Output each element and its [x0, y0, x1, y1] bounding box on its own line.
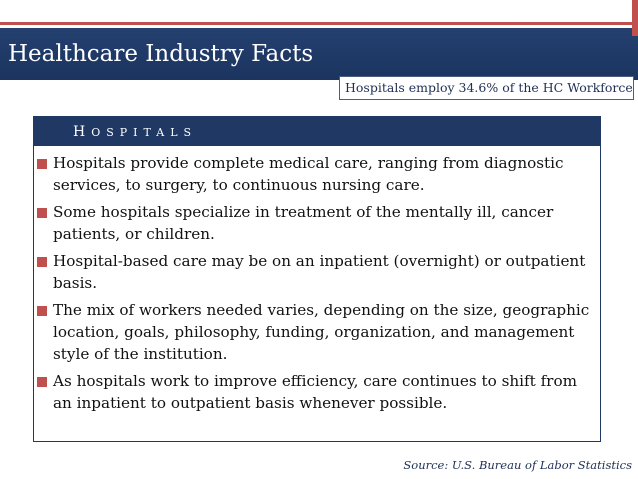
- accent-line: [0, 22, 638, 25]
- section-header: [33, 116, 601, 146]
- bullet-text: Hospital-based care may be on an inpatient (overnight) or outpatient basis.: [53, 252, 586, 292]
- square-bullet-icon: [37, 257, 47, 267]
- bullet-text: Hospitals provide complete medical care, ranging from diagnostic services, to surgery, to continuous nursing care.: [53, 154, 564, 194]
- list-item: [37, 152, 597, 196]
- list-item: [37, 299, 597, 365]
- list-item: [37, 370, 597, 414]
- bullet-text: As hospitals work to improve efficiency, care continues to shift from an inpatient to outpatient basis whenever possible.: [53, 372, 577, 412]
- list-item: [37, 201, 597, 245]
- bullet-text: Some hospitals specialize in treatment of the mentally ill, cancer patients, or children.: [53, 203, 554, 243]
- title-bar-corner-accent: [632, 0, 638, 36]
- bullet-text: The mix of workers needed varies, depending on the size, geographic location, goals, philosophy, funding, organization, and management style of the institution.: [53, 301, 590, 363]
- section-title-initial: H: [73, 124, 92, 140]
- top-stripe: [0, 0, 638, 20]
- square-bullet-icon: [37, 208, 47, 218]
- list-item: [37, 250, 597, 294]
- page-title: Healthcare Industry Facts: [8, 41, 314, 67]
- square-bullet-icon: [37, 306, 47, 316]
- source-note: Source: U.S. Bureau of Labor Statistics: [403, 458, 632, 472]
- section-title-rest: OSPITALS: [91, 126, 198, 139]
- fact-callout: Hospitals employ 34.6% of the HC Workforce: [339, 76, 634, 100]
- section-title: [73, 124, 197, 140]
- square-bullet-icon: [37, 159, 47, 169]
- bullet-list: [37, 152, 597, 419]
- square-bullet-icon: [37, 377, 47, 387]
